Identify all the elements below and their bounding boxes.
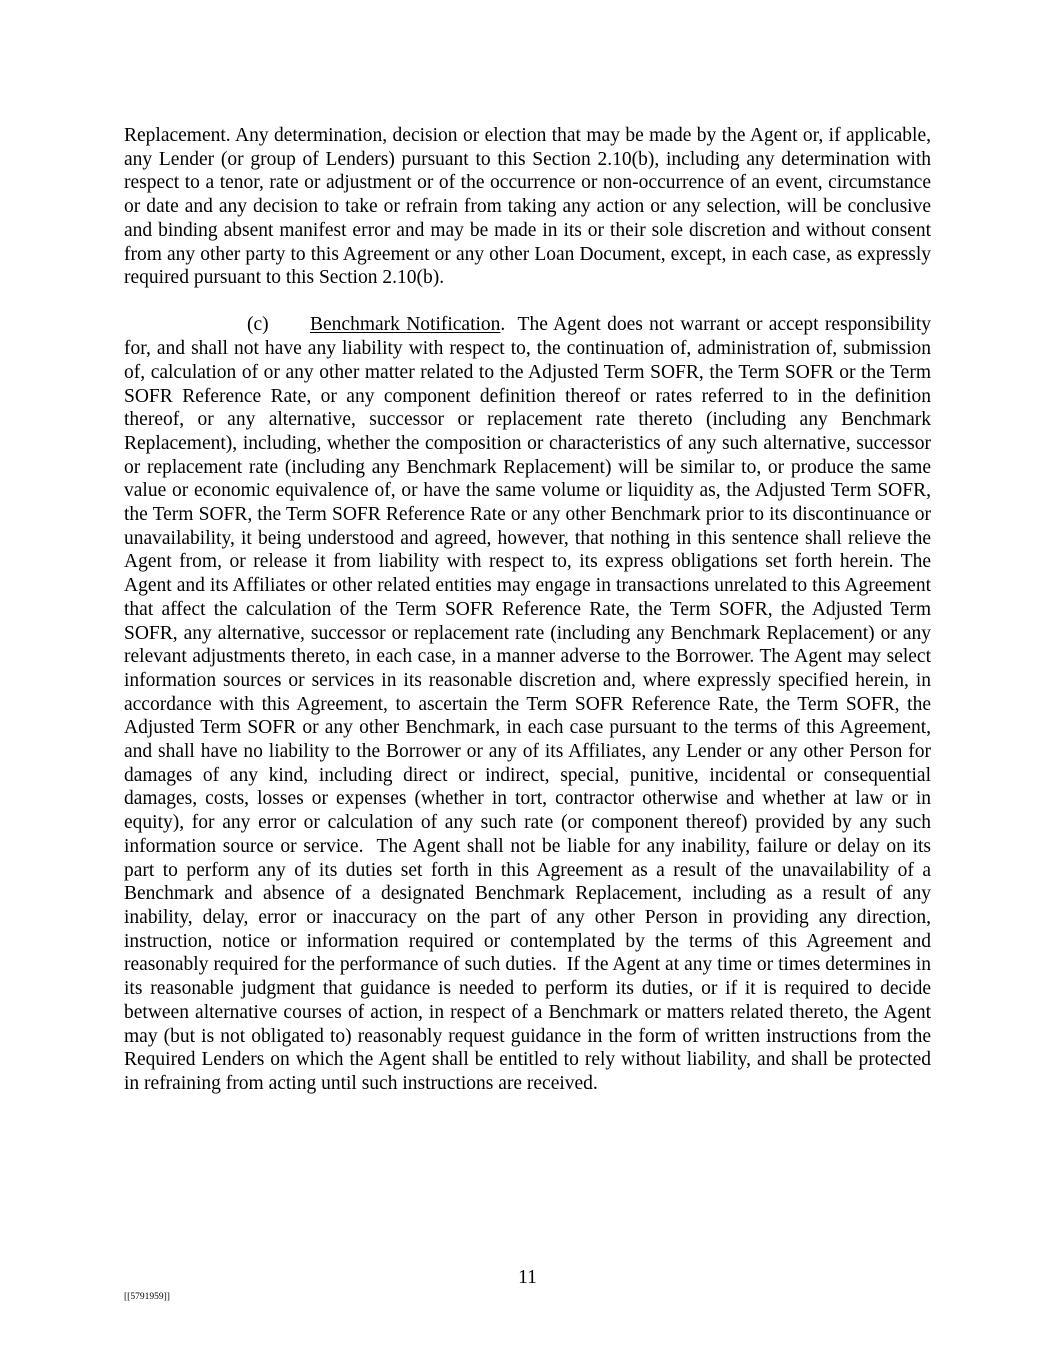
- document-id: [[5791959]]: [124, 1292, 170, 1302]
- paragraph-benchmark-notification: [124, 313, 936, 1095]
- page-number: 11: [518, 1267, 537, 1288]
- section-heading: Benchmark Notification: [310, 314, 501, 336]
- paragraph-replacement: Replacement. Any determination, decision or election that may be made by the Agent or, if applicable, any Lender (or group of Lenders) pursuant to this Section 2.10(b), including any determination with respect to a tenor, rate or adjustment or of the occurrence or non-occurrence of an event, circumstance or date and any decision to take or refrain from taking any action or any selection, will be conclusive and binding absent manifest error and may be made in its or their sole discretion and without consent from any other party to this Agreement or any other Loan Document, except, in each case, as expressly required pursuant to this Section 2.10(b).: [124, 125, 931, 289]
- section-label: (c): [247, 314, 269, 336]
- section-body: The Agent does not warrant or accept responsibility for, and shall not have any liability with respect to, the continuation of, administration of, submission of, calculation of or any other matter related to the Adjusted Term SOFR, the Term SOFR or the Term SOFR Reference Rate, or any component definition thereof or rates referred to in the definition thereof, or any alternative, successor or replacement rate thereto (including any Benchmark Replacement), including, whether the composition or characteristics of any such alternative, successor or replacement rate (including any Benchmark Replacement) will be similar to, or produce the same value or economic equivalence of, or have the same volume or liquidity as, the Adjusted Term SOFR, the Term SOFR, the Term SOFR Reference Rate or any other Benchmark prior to its discontinuance or unavailability, it being understood and agreed, however, that nothing in this sentence shall relieve the Agent from, or release it from liability with respect to, its express obligations set forth herein. The Agent and its Affiliates or other related entities may engage in transactions unrelated to this Agreement that affect the calculation of the Term SOFR Reference Rate, the Term SOFR, the Adjusted Term SOFR, any alternative, successor or replacement rate (including any Benchmark Replacement) or any relevant adjustments thereto, in each case, in a manner adverse to the Borrower. The Agent may select information sources or services in its reasonable discretion and, where expressly specified herein, in accordance with this Agreement, to ascertain the Term SOFR Reference Rate, the Term SOFR, the Adjusted Term SOFR or any other Benchmark, in each case pursuant to the terms of this Agreement, and shall have no liability to the Borrower or any of its Affiliates, any Lender or any other Person for damages of any kind, including direct or indirect, special, punitive, incidental or consequential damages, costs, losses or expenses (whether in tort, contractor otherwise and whether at law or in equity), for any error or calculation of any such rate (or component thereof) provided by any such information source or service. The Agent shall not be liable for any inability, failure or delay on its part to perform any of its duties set forth in this Agreement as a result of the unavailability of a Benchmark and absence of a designated Benchmark Replacement, including as a result of any inability, delay, error or inaccuracy on the part of any other Person in providing any direction, instruction, notice or information required or contemplated by the terms of this Agreement and reasonably required for the performance of such duties. If the Agent at any time or times determines in its reasonable judgment that guidance is needed to perform its duties, or if it is required to decide between alternative courses of action, in respect of a Benchmark or matters related thereto, the Agent may (but is not obligated to) reasonably request guidance in the form of written instructions from the Required Lenders on which the Agent shall be entitled to rely without liability, and shall be protected in refraining from acting until such instructions are received.: [124, 314, 936, 1094]
- section-heading-period: .: [500, 314, 506, 336]
- document-body: [124, 124, 936, 1119]
